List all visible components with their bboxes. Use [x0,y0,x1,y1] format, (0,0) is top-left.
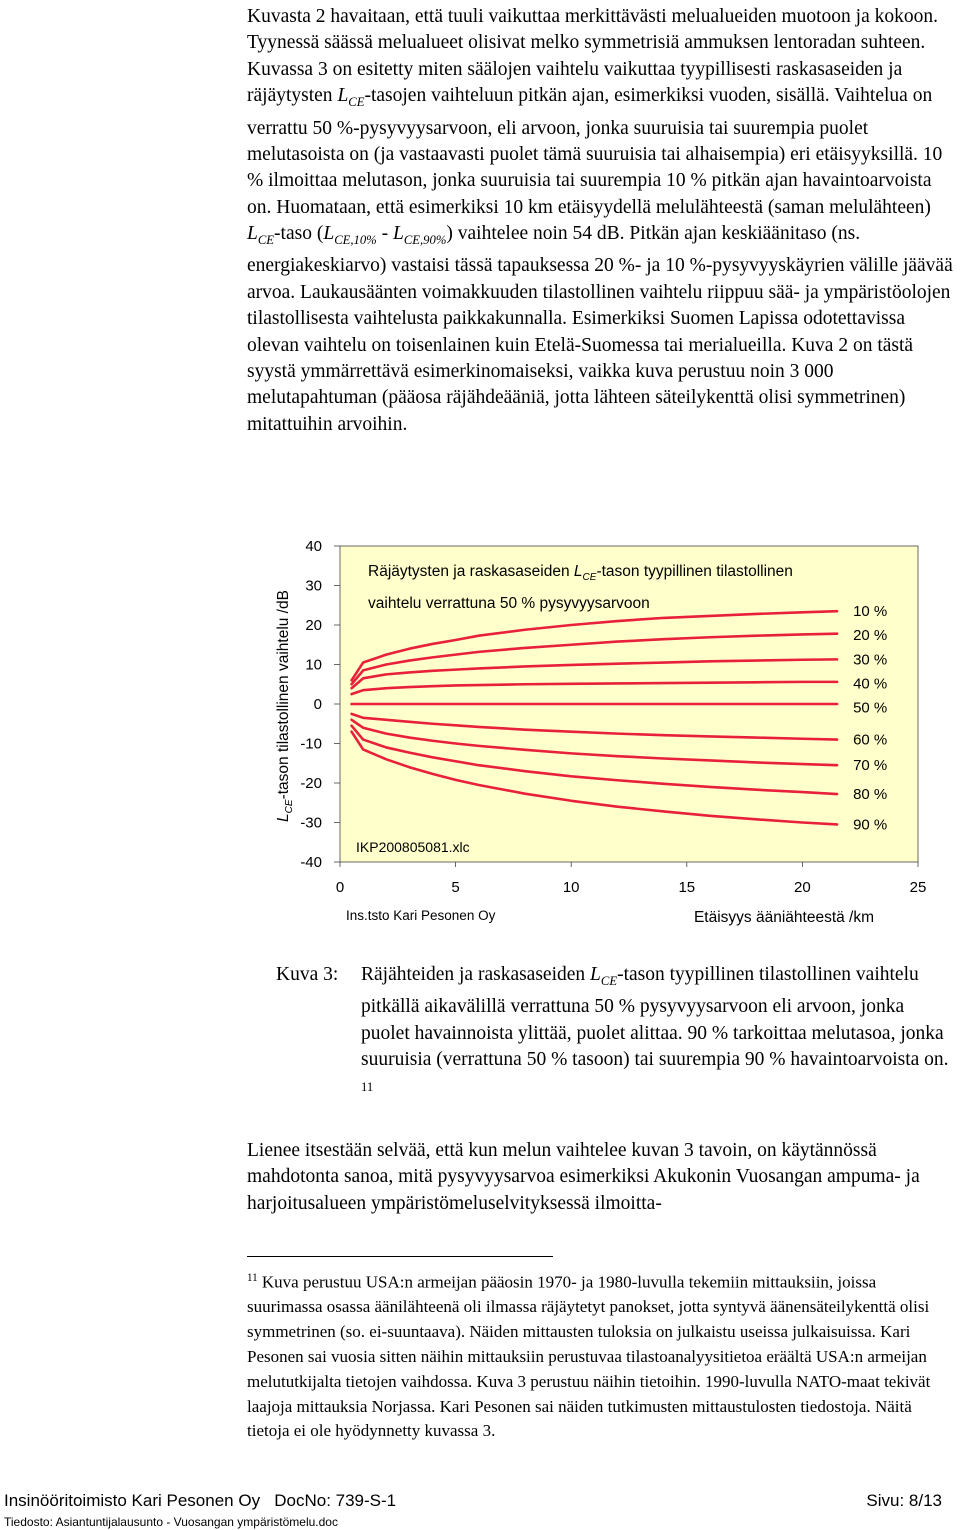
footer-file-name: Tiedosto: Asiantuntijalausunto - Vuosangan ympäristömelu.doc [4,1515,338,1529]
figure-caption-label: Kuva 3: [276,964,339,985]
footnote-text: Kuva perustuu USA:n armeijan pääosin 1970- ja 1980-luvulla tekemiin mittauksiin, joissa suurimassa osassa äänilähteenä oli ilmassa räjäytetyt panokset, jotta syntyvä äänensäteilykenttä olisi symmetrinen (so. ei-suuntaava). Näiden mittausten tuloksia on julkaistu useissa julkaisuissa. Kari Pesonen sai vuosia sitten näihin mittauksiin perustuvaa tilastoanalyysitietoa eräältä USA:n armeijan melututkijalta tietojen vaihdossa. Kuva 3 perustuu näihin tietoihin. 1990-luvulla NATO-maat tekivät laajoja mittauksia Norjassa. Kari Pesonen sai näiden tutkimusten mittaustulosten tiedostoja. Näitä tietoja ei ole hyödynnetty kuvassa 3. [247,1272,931,1441]
footer-company-docno: Insinööritoimisto Kari Pesonen Oy DocNo: 739-S-1 [4,1491,397,1510]
y-axis-label: $L_{CE}$-tason tilastollinen vaihtelu /dB [275,590,295,822]
lce-subscript: CE [348,95,365,110]
lce-subscript: CE,90% [403,233,447,248]
chart-title-line1: Räjäytysten ja raskasaseiden $L_{CE}$-tason tyypillinen tilastollinen [368,563,793,583]
chart-svg [260,520,950,940]
series-label: 70 % [853,757,888,775]
credit-note: Ins.tsto Kari Pesonen Oy [346,908,496,923]
y-tick-label: 10 [305,656,322,674]
footnote-separator [247,1256,553,1257]
x-tick-label: 25 [909,879,927,896]
x-tick-label: 10 [562,879,580,896]
figure-caption [361,962,953,1106]
y-tick-label: -10 [300,735,322,753]
lce-symbol: L [247,223,258,245]
footnote-11 [247,1266,953,1444]
footnote-reference: 11 [361,1079,374,1094]
x-axis-ticks [336,862,927,896]
x-axis-label: Etäisyys ääniähteestä /km [693,909,875,926]
y-tick-label: 20 [305,617,322,634]
chart-title-line2: vaihtelu verrattuna 50 % pysyvyysarvoon [368,595,650,612]
y-tick-label: -30 [300,814,322,832]
series-label: 40 % [853,675,888,693]
y-axis-ticks [300,538,340,871]
y-tick-label: 0 [313,696,322,713]
footer-page-number: Sivu: 8/13 [866,1491,942,1510]
body-paragraph-2: Lienee itsestään selvää, että kun melun vaihtelee kuvan 3 tavoin, on käytännössä mahdotonta sanoa, mitä pysyvyysarvoa esimerkiksi Akukonin Vuosangan ampuma- ja harjoitusalueen ympäristömeluselvityksessä ilmoitta- [247,1140,920,1214]
lce-symbol: L [392,223,404,245]
series-label: 20 % [853,627,888,645]
p1-text: -taso ( [274,223,324,245]
lce-symbol: L [590,964,601,985]
series-label: 50 % [853,699,888,717]
p1-text: ) vaihtelee noin 54 dB. Pitkän ajan keskiäänitaso (ns. energiakeskiarvo) vastaisi tässä tapauksessa 20 %- ja 10 %-pysyvyyskäyrien välille jäävää arvoa. Laukausäänten voimakkuuden tilastollinen vaihtelu riippuu sää- ja ympäristöolojen tilastollisesta vaihtelusta paikkakunnalla. Esimerkiksi Suomen Lapissa odotettavissa olevan vaihtelu on toisenlainen kuin Etelä-Suomessa tai merialueilla. Kuva 2 on tästä syystä ymmärrettävä esimerkinomaiseksi, vaikka kuva perustuu noin 3 000 melutapahtuman (pääosa räjähdeääniä, jotta lähteen säteilykenttä olisi symmetrinen) mitattuihin arvoihin. [247,223,953,435]
series-label: 80 % [853,786,888,804]
body-paragraph-1 [247,4,953,438]
lce-symbol: L [337,85,349,107]
x-tick-label: 20 [794,879,811,896]
p1-text: Kuvasta 2 havaitaan, että tuuli vaikuttaa merkittävästi melualueiden muotoon ja kokoon. Tyynessä säässä melualueet olisivat melko symmetrisiä ammuksen lentoradan suhteen. Kuvassa 3 on esitetty miten säälojen vaihtelu vaikuttaa tyypillisesti raskasaseiden ja räjäytysten [247,6,938,107]
lce-subscript: CE [600,973,618,988]
y-tick-label: -20 [300,775,322,792]
lce-symbol: L [323,223,335,245]
series-label: 60 % [853,731,888,749]
y-tick-label: 30 [305,577,322,595]
y-tick-label: -40 [300,854,322,871]
file-note: IKP200805081.xlc [356,839,470,855]
series-label: 10 % [853,603,888,621]
series-label: 90 % [853,816,888,834]
lce-subscript: CE,10% [334,233,377,248]
series-label: 30 % [853,651,888,669]
p1-text: -tasojen vaihteluun pitkän ajan, esimerkiksi vuoden, sisällä. Vaihtelua on verrattu 50 %-pysyvyysarvoon, eli arvoon, jonka suuruisia tai suurempia puolet melutasoista on (ja vastaavasti puolet tämä suuruisia tai alhaisempia) eri etäisyyksillä. 10 % ilmoittaa melutason, jonka suuruisia tai suurempia 10 % pitkän ajan havaintoarvoista on. Huomataan, että esimerkiksi 10 km etäisyydellä melulähteestä (saman melulähteen) [247,85,943,218]
y-tick-label: 40 [305,538,322,555]
p1-text: - [376,223,393,245]
caption-text: Räjähteiden ja raskasaseiden [361,964,591,985]
lce-subscript: CE [257,233,275,248]
x-tick-label: 0 [335,879,345,896]
footnote-number: 11 [247,1272,258,1284]
x-tick-label: 15 [678,879,696,896]
figure-3-chart [260,520,950,940]
caption-text: -tason tyypillinen tilastollinen vaihtelu pitkällä aikavälillä verrattuna 50 % pysyvyysarvoon eli arvoon, jonka puolet havainnoista ylittää, puolet alittaa. 90 % tarkoittaa melutasoa, jonka suuruisia (verrattuna 50 % tasoon) tai suurempia 90 % havaintoarvoista on. [361,964,949,1071]
x-tick-label: 5 [451,879,460,896]
